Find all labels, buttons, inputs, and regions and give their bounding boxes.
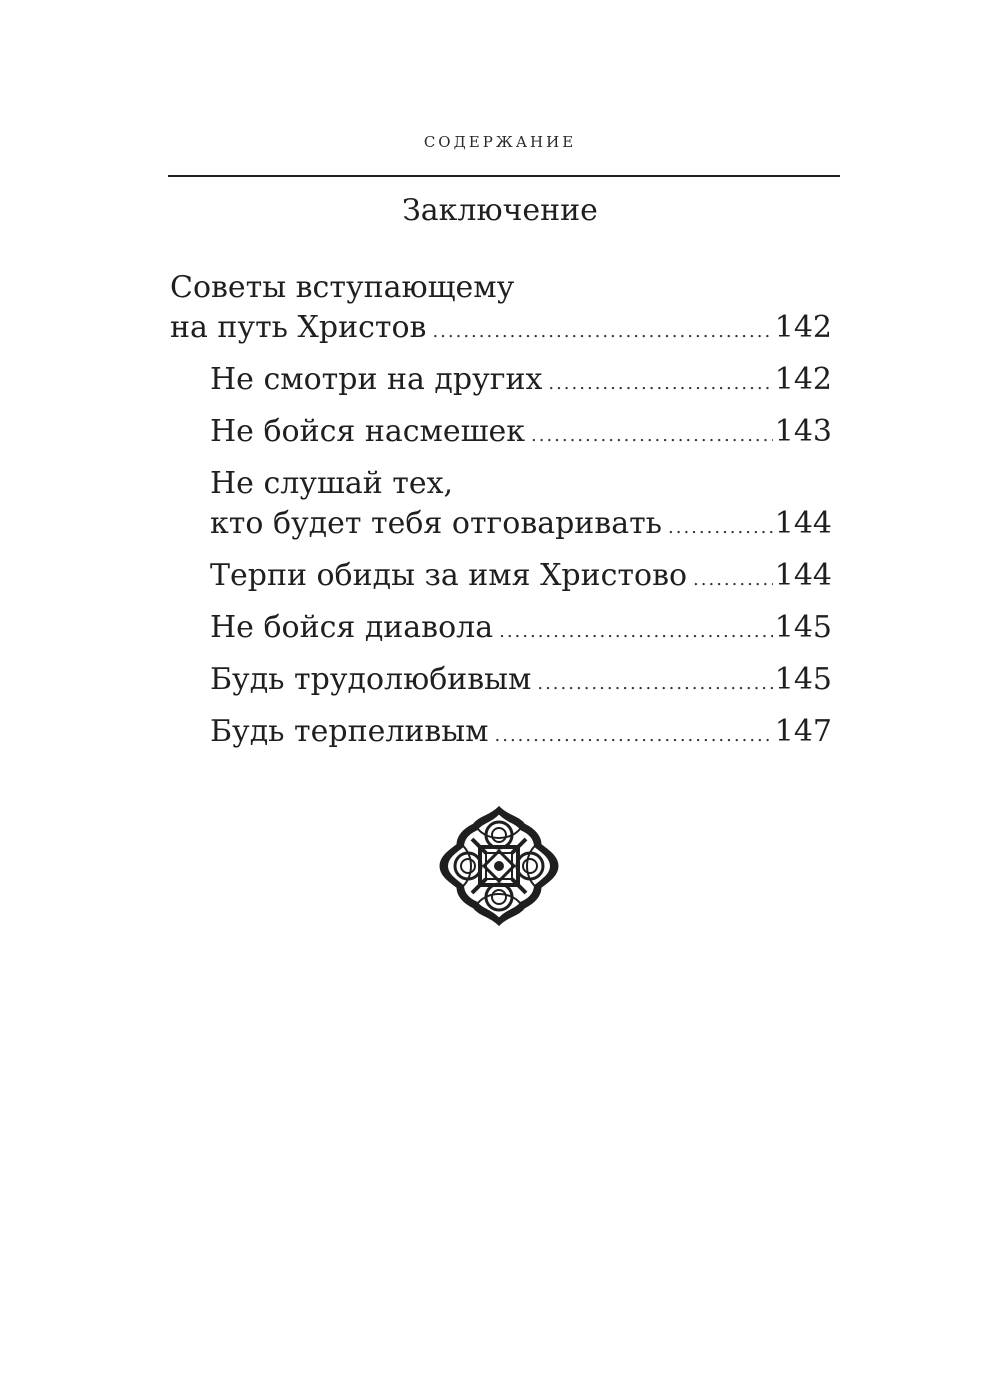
toc-page-number: 142 bbox=[774, 310, 832, 345]
toc-entry-title: Не смотри на других bbox=[210, 362, 543, 397]
toc-page-number: 144 bbox=[774, 558, 832, 593]
toc-entry-line bbox=[210, 660, 832, 704]
toc-entry-line bbox=[210, 608, 832, 652]
toc-entry[interactable] bbox=[170, 660, 832, 704]
toc-page-number: 143 bbox=[774, 414, 832, 449]
toc-entry-title: Не бойся насмешек bbox=[210, 414, 525, 449]
running-head: СОДЕРЖАНИЕ bbox=[423, 133, 577, 151]
celtic-knot-ornament-icon bbox=[438, 805, 560, 927]
toc-entry-title: Не слушай тех, bbox=[210, 466, 454, 501]
toc-entry-line bbox=[210, 412, 832, 456]
toc-entry[interactable] bbox=[170, 712, 832, 756]
toc-entry[interactable] bbox=[170, 608, 832, 652]
dot-leader bbox=[495, 716, 773, 756]
dot-leader bbox=[432, 312, 772, 352]
toc-entry-line bbox=[210, 504, 832, 548]
toc-entry-line bbox=[210, 712, 832, 756]
toc-entry-title: кто будет тебя отговаривать bbox=[210, 506, 663, 541]
toc-entry-title: Будь терпеливым bbox=[210, 714, 489, 749]
dot-leader bbox=[668, 508, 773, 548]
toc-page-number: 147 bbox=[774, 714, 832, 749]
dot-leader bbox=[693, 560, 773, 600]
table-of-contents bbox=[170, 268, 832, 764]
chapter-title: Заключение bbox=[402, 193, 598, 228]
toc-entry-line bbox=[210, 464, 832, 504]
dot-leader bbox=[537, 664, 772, 704]
toc-entry-line bbox=[210, 556, 832, 600]
dot-leader bbox=[548, 364, 772, 404]
toc-page-number: 142 bbox=[774, 362, 832, 397]
toc-page-number: 144 bbox=[774, 506, 832, 541]
toc-entry-title: Не бойся диавола bbox=[210, 610, 494, 645]
toc-page-number: 145 bbox=[774, 662, 832, 697]
toc-entry-title: Терпи обиды за имя Христово bbox=[210, 558, 688, 593]
dot-leader bbox=[531, 416, 773, 456]
toc-page-number: 145 bbox=[774, 610, 832, 645]
toc-entry[interactable] bbox=[170, 412, 832, 456]
toc-entry-title: Будь трудолюбивым bbox=[210, 662, 532, 697]
dot-leader bbox=[499, 612, 773, 652]
toc-entry[interactable] bbox=[170, 268, 832, 352]
toc-entry-line bbox=[210, 360, 832, 404]
toc-entry[interactable] bbox=[170, 556, 832, 600]
toc-entry-line bbox=[170, 308, 832, 352]
toc-entry-title: Советы вступающему bbox=[170, 270, 515, 305]
toc-entry[interactable] bbox=[170, 360, 832, 404]
header-rule bbox=[168, 175, 840, 177]
toc-entry-title: на путь Христов bbox=[170, 310, 427, 345]
toc-entry[interactable] bbox=[170, 464, 832, 548]
toc-entry-line bbox=[170, 268, 832, 308]
